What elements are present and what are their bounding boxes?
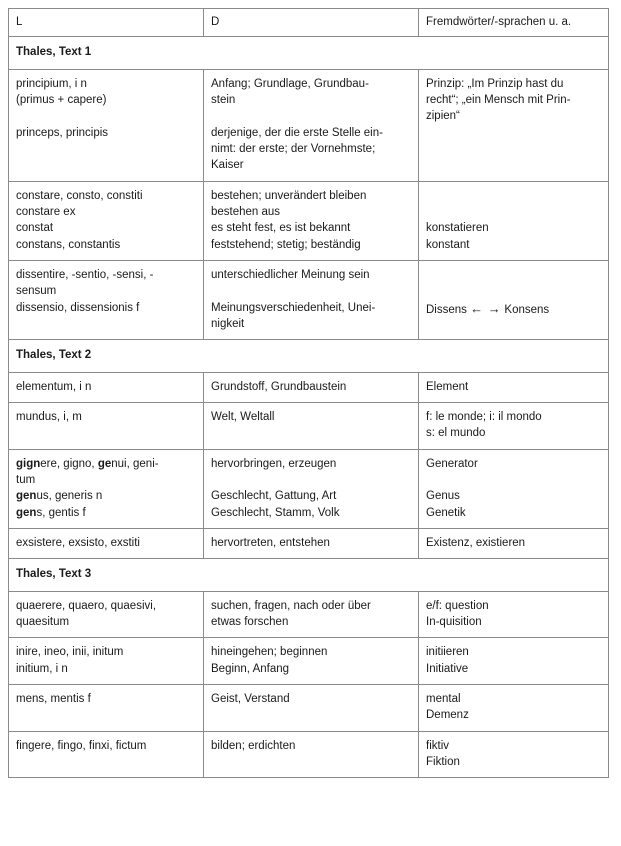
cell-line: Dissens ← → Konsens: [426, 300, 550, 316]
cell-lines: [426, 738, 601, 771]
cell-line: In-quisition: [426, 615, 482, 628]
cell-lines: [16, 644, 196, 677]
table-row: [9, 731, 609, 778]
cell-german: [204, 449, 419, 528]
cell-line: bilden; erdichten: [211, 739, 296, 752]
cell-line: Element: [426, 380, 469, 393]
cell-line: princeps, principis: [16, 126, 109, 139]
cell-lines: [16, 456, 196, 521]
cell-lines: [426, 535, 601, 551]
cell-line: unterschiedlicher Meinung sein: [211, 268, 370, 281]
cell-line: Initiative: [426, 662, 469, 675]
cell-line: initium, i n: [16, 662, 68, 675]
cell-line: suchen, fragen, nach oder über: [211, 599, 371, 612]
table-row: [9, 449, 609, 528]
cell-lines: [16, 76, 196, 141]
cell-line: constat: [16, 222, 54, 235]
cell-german: [204, 638, 419, 685]
cell-line: stein: [211, 93, 236, 106]
cell-lines: [426, 598, 601, 631]
cell-german: [204, 684, 419, 731]
cell-line: mundus, i, m: [16, 410, 82, 423]
cell-line: Geschlecht, Gattung, Art: [211, 490, 337, 503]
cell-lines: [16, 379, 196, 395]
cell-line: Meinungsverschiedenheit, Unei-: [211, 301, 376, 314]
table-row: [9, 372, 609, 402]
cell-foreign-words: [419, 372, 609, 402]
cell-lines: [16, 738, 196, 754]
cell-line: f: le monde; i: il mondo: [426, 410, 542, 423]
table-row: [9, 260, 609, 339]
cell-line: mens, mentis f: [16, 692, 91, 705]
cell-line: Kaiser: [211, 159, 244, 172]
cell-line: konstatieren: [426, 222, 489, 235]
cell-lines: [16, 691, 196, 707]
cell-latin: [9, 402, 204, 449]
cell-line: dissensio, dissensionis f: [16, 301, 140, 314]
cell-line: [211, 472, 411, 488]
cell-line: feststehend; stetig; beständig: [211, 238, 361, 251]
cell-line: sensum: [16, 285, 57, 298]
cell-lines: [211, 188, 411, 253]
cell-line: Prinzip: „Im Prinzip hast du: [426, 77, 564, 90]
table-row: [9, 528, 609, 558]
cell-line: Genetik: [426, 506, 466, 519]
cell-german: [204, 372, 419, 402]
cell-lines: [426, 644, 601, 677]
cell-line: Geist, Verstand: [211, 692, 290, 705]
cell-lines: [16, 535, 196, 551]
cell-line: etwas forschen: [211, 615, 289, 628]
cell-line: Anfang; Grundlage, Grundbau-: [211, 77, 369, 90]
cell-line: [16, 108, 196, 124]
cell-line: bestehen aus: [211, 205, 281, 218]
cell-line: [426, 188, 601, 204]
cell-line: constans, constantis: [16, 238, 121, 251]
cell-line: initiieren: [426, 646, 469, 659]
cell-foreign-words: [419, 181, 609, 260]
cell-lines: [211, 691, 411, 707]
cell-line: Fiktion: [426, 755, 460, 768]
cell-german: [204, 69, 419, 181]
cell-lines: [16, 267, 196, 316]
cell-lines: [211, 598, 411, 631]
cell-foreign-words: [419, 260, 609, 339]
table-row: [9, 684, 609, 731]
cell-line: zipien“: [426, 110, 460, 123]
cell-line: gignere, gigno, genui, geni-: [16, 457, 159, 470]
cell-lines: [211, 738, 411, 754]
cell-line: s: el mundo: [426, 427, 486, 440]
cell-foreign-words: [419, 402, 609, 449]
cell-latin: [9, 69, 204, 181]
column-header-l: L: [9, 9, 204, 37]
bidirectional-arrow-icon: ← →: [470, 300, 502, 316]
cell-lines: [16, 409, 196, 425]
cell-line: gens, gentis f: [16, 506, 86, 519]
section-heading-2: Thales, Text 2: [9, 340, 609, 372]
cell-line: dissentire, -sentio, -sensi, -: [16, 268, 154, 281]
cell-line: inire, ineo, inii, initum: [16, 646, 124, 659]
cell-line: [426, 283, 601, 299]
cell-lines: [211, 644, 411, 677]
cell-line: quaesitum: [16, 615, 70, 628]
column-header-d: D: [204, 9, 419, 37]
cell-line: nimt: der erste; der Vornehmste;: [211, 142, 376, 155]
cell-line: [426, 204, 601, 220]
cell-foreign-words: [419, 684, 609, 731]
cell-foreign-words: [419, 528, 609, 558]
cell-line: Geschlecht, Stamm, Volk: [211, 506, 340, 519]
vocabulary-table: [8, 8, 609, 778]
cell-latin: [9, 638, 204, 685]
cell-lines: [211, 456, 411, 521]
cell-line: Welt, Weltall: [211, 410, 275, 423]
cell-line: hervorbringen, erzeugen: [211, 457, 337, 470]
cell-lines: [211, 76, 411, 174]
section-heading-row: [9, 340, 609, 372]
cell-line: recht“; „ein Mensch mit Prin-: [426, 93, 571, 106]
cell-lines: [16, 188, 196, 253]
cell-line: [426, 472, 601, 488]
cell-line: Demenz: [426, 709, 469, 722]
cell-german: [204, 528, 419, 558]
cell-lines: [426, 188, 601, 253]
cell-german: [204, 731, 419, 778]
table-row: [9, 638, 609, 685]
cell-lines: [426, 691, 601, 724]
cell-latin: [9, 372, 204, 402]
cell-line: [211, 108, 411, 124]
cell-lines: [426, 379, 601, 395]
cell-line: mental: [426, 692, 461, 705]
cell-line: bestehen; unverändert bleiben: [211, 189, 367, 202]
cell-line: Beginn, Anfang: [211, 662, 290, 675]
cell-line: [426, 267, 601, 283]
cell-line: hervortreten, entstehen: [211, 536, 330, 549]
cell-lines: [426, 456, 601, 521]
cell-line: [211, 283, 411, 299]
table-row: [9, 181, 609, 260]
cell-lines: [426, 76, 601, 125]
cell-lines: [211, 379, 411, 395]
cell-german: [204, 181, 419, 260]
cell-latin: [9, 181, 204, 260]
cell-line: es steht fest, es ist bekannt: [211, 222, 351, 235]
cell-lines: [211, 535, 411, 551]
column-header-f: Fremdwörter/-sprachen u. a.: [419, 9, 609, 37]
cell-lines: [211, 267, 411, 332]
cell-line: constare, consto, constiti: [16, 189, 143, 202]
cell-german: [204, 260, 419, 339]
cell-latin: [9, 731, 204, 778]
cell-line: (primus + capere): [16, 93, 107, 106]
cell-line: exsistere, exsisto, exstiti: [16, 536, 140, 549]
cell-line: quaerere, quaero, quaesivi,: [16, 599, 157, 612]
table-body: [9, 9, 609, 778]
cell-line: constare ex: [16, 205, 76, 218]
cell-line: konstant: [426, 238, 470, 251]
cell-lines: [426, 409, 601, 442]
table-header-row: [9, 9, 609, 37]
section-heading-1: Thales, Text 1: [9, 37, 609, 69]
cell-line: fiktiv: [426, 739, 449, 752]
cell-line: Generator: [426, 457, 478, 470]
cell-latin: [9, 528, 204, 558]
cell-german: [204, 402, 419, 449]
cell-line: e/f: question: [426, 599, 489, 612]
cell-latin: [9, 684, 204, 731]
cell-line: Existenz, existieren: [426, 536, 526, 549]
section-heading-row: [9, 559, 609, 591]
cell-line: genus, generis n: [16, 490, 103, 503]
cell-german: [204, 591, 419, 638]
cell-line: derjenige, der die erste Stelle ein-: [211, 126, 383, 139]
cell-line: tum: [16, 473, 36, 486]
table-row: [9, 402, 609, 449]
cell-foreign-words: [419, 69, 609, 181]
section-heading-row: [9, 37, 609, 69]
cell-line: nigkeit: [211, 317, 245, 330]
cell-latin: [9, 449, 204, 528]
cell-line: Grundstoff, Grundbaustein: [211, 380, 347, 393]
cell-line: fingere, fingo, finxi, fictum: [16, 739, 147, 752]
cell-line: elementum, i n: [16, 380, 92, 393]
cell-latin: [9, 260, 204, 339]
cell-foreign-words: [419, 591, 609, 638]
cell-foreign-words: [419, 449, 609, 528]
table-row: [9, 69, 609, 181]
cell-lines: [426, 267, 601, 318]
cell-lines: [16, 598, 196, 631]
cell-latin: [9, 591, 204, 638]
section-heading-3: Thales, Text 3: [9, 559, 609, 591]
cell-foreign-words: [419, 731, 609, 778]
table-row: [9, 591, 609, 638]
cell-line: hineingehen; beginnen: [211, 646, 328, 659]
cell-line: Genus: [426, 490, 460, 503]
cell-foreign-words: [419, 638, 609, 685]
cell-lines: [211, 409, 411, 425]
cell-line: principium, i n: [16, 77, 87, 90]
